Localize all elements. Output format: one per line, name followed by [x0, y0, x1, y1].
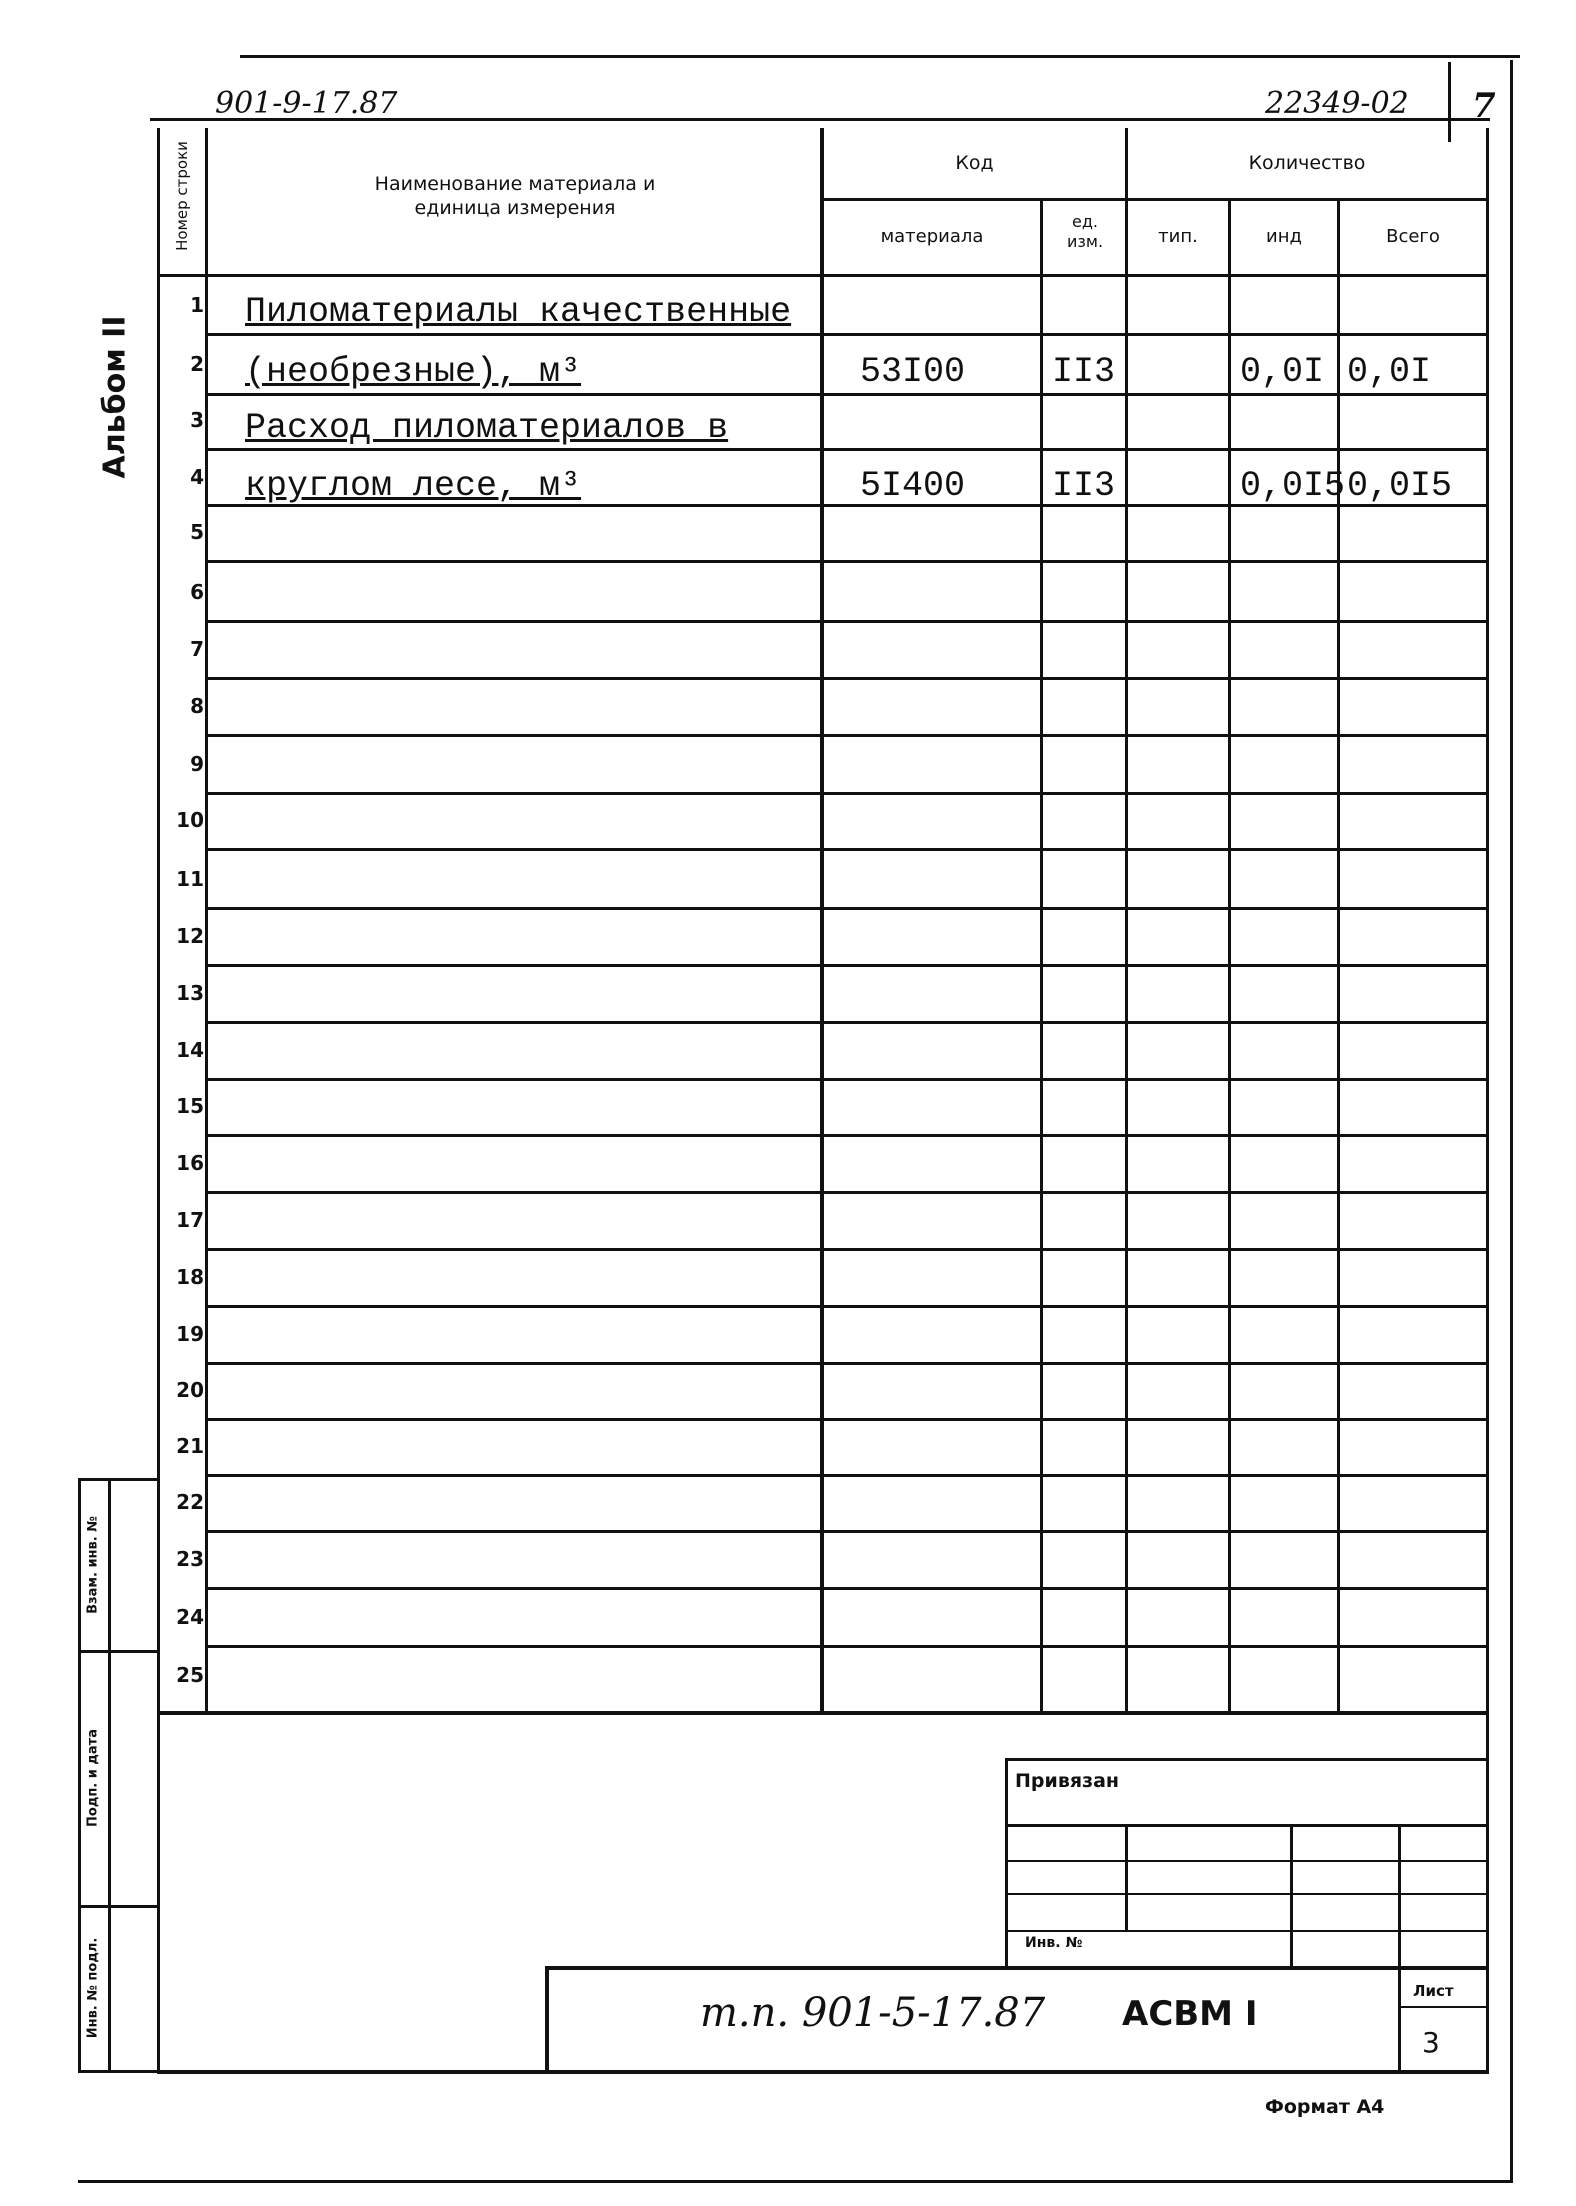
row-number: 20	[176, 1378, 204, 1402]
stamp-sep-2	[78, 1905, 160, 1908]
binding-col-2	[1290, 1824, 1293, 1968]
row-number: 17	[176, 1208, 204, 1232]
col-qty-group: Количество	[1248, 152, 1366, 174]
row-line-15	[205, 1134, 1489, 1137]
row-number: 7	[190, 637, 204, 661]
row-2-total: 0,0I	[1347, 352, 1432, 392]
title-mark: АСВМ I	[1122, 1994, 1258, 2034]
row-2-unit: II3	[1052, 352, 1116, 392]
row-number: 14	[176, 1038, 204, 1062]
row-number: 18	[176, 1265, 204, 1289]
row-line-18	[205, 1305, 1489, 1308]
col-name: Наименование материала и единица измерения	[374, 173, 656, 219]
row-number: 5	[190, 520, 204, 544]
row-line-11	[205, 907, 1489, 910]
col-qty-total: Всего	[1386, 226, 1440, 247]
row-line-17	[205, 1248, 1489, 1251]
row-number: 15	[176, 1094, 204, 1118]
row-3-name: Расход пиломатериалов в	[245, 408, 729, 448]
row-line-20	[205, 1418, 1489, 1421]
header-right-code: 22349-02	[1265, 86, 1409, 121]
binding-row-line-1	[1005, 1860, 1489, 1862]
row-4-ind: 0,0I5	[1240, 466, 1346, 506]
row-line-21	[205, 1474, 1489, 1477]
row-number: 23	[176, 1547, 204, 1571]
stamp-sep-1	[78, 1650, 160, 1653]
header-bottom-line	[157, 274, 1489, 277]
title-block-top	[545, 1966, 1489, 1970]
ind-divider	[1337, 200, 1340, 1713]
binding-top-line	[1005, 1758, 1489, 1761]
typ-divider	[1228, 200, 1231, 1713]
row-number: 24	[176, 1605, 204, 1629]
col-qty-typical: тип.	[1158, 226, 1198, 247]
stamp-vzam: Взам. инв. №	[85, 1516, 101, 1614]
title-doc-code: т.п. 901-5-17.87	[700, 1990, 1046, 2036]
row-line-9	[205, 792, 1489, 795]
binding-inv-label: Инв. №	[1025, 1935, 1083, 1951]
row-line-22	[205, 1530, 1489, 1533]
row-line-7	[205, 677, 1489, 680]
stamp-inv: Инв. № подл.	[85, 1937, 101, 2039]
top-scan-line	[240, 55, 1520, 58]
binding-label: Привязан	[1015, 1770, 1120, 1792]
title-block-left	[545, 1966, 549, 2072]
stamp-left-line	[78, 1478, 81, 2073]
row-line-16	[205, 1191, 1489, 1194]
row-number: 19	[176, 1322, 204, 1346]
row-number: 25	[176, 1663, 204, 1687]
unit-divider	[1040, 200, 1043, 1713]
row-line-6	[205, 620, 1489, 623]
col-code-unit: ед. изм.	[1066, 212, 1104, 251]
row-4-code: 5I400	[860, 466, 966, 506]
page-number-box-line	[1448, 62, 1451, 142]
format-label: Формат А4	[1265, 2096, 1385, 2118]
row-4-name: круглом лесе, м³	[245, 466, 582, 506]
row-number: 22	[176, 1490, 204, 1514]
header-left-code: 901-9-17.87	[215, 86, 398, 121]
row-number: 3	[190, 408, 204, 432]
row-number: 9	[190, 752, 204, 776]
row-line-3	[205, 448, 1489, 451]
sheet-label: Лист	[1413, 1982, 1454, 2000]
binding-header-line	[1005, 1824, 1489, 1827]
row-line-13	[205, 1021, 1489, 1024]
binding-col-1	[1125, 1824, 1128, 1930]
stamp-podp: Подп. и дата	[85, 1729, 101, 1827]
row-line-2	[205, 393, 1489, 396]
col-qty-individual: инд	[1266, 226, 1302, 247]
col-code-group: Код	[955, 152, 994, 174]
stamp-top-line	[78, 1478, 160, 1481]
row-number: 4	[190, 465, 204, 489]
frame-bottom-line	[78, 2180, 1513, 2183]
album-label: Альбом II	[97, 315, 133, 479]
lower-frame-bottom	[157, 2070, 1489, 2074]
row-line-5	[205, 560, 1489, 563]
row-number: 21	[176, 1434, 204, 1458]
row-4-unit: II3	[1052, 466, 1116, 506]
row-2-ind: 0,0I	[1240, 352, 1325, 392]
row-number: 12	[176, 924, 204, 948]
row-line-19	[205, 1362, 1489, 1365]
col-row-number: Номер строки	[173, 141, 191, 251]
row-4-total: 0,0I5	[1347, 466, 1453, 506]
row-1-name: Пиломатериалы качественные	[245, 292, 792, 332]
binding-row-line-3	[1005, 1930, 1489, 1932]
row-line-10	[205, 848, 1489, 851]
row-line-14	[205, 1078, 1489, 1081]
row-number: 8	[190, 694, 204, 718]
row-2-name: (необрезные), м³	[245, 352, 582, 392]
row-line-24	[205, 1645, 1489, 1648]
binding-left-line	[1005, 1758, 1008, 1968]
lower-frame-right	[1486, 1711, 1489, 2073]
frame-right-line	[1510, 60, 1513, 2182]
row-2-code: 53I00	[860, 352, 966, 392]
lower-frame-left	[157, 1711, 160, 2073]
page-number: 7	[1472, 86, 1496, 126]
stamp-inner-line	[108, 1478, 111, 2073]
stamp-bottom-line	[78, 2070, 160, 2073]
row-number: 6	[190, 580, 204, 604]
binding-col-3	[1398, 1824, 1401, 1968]
row-line-1	[205, 333, 1489, 336]
title-block-sheet-line	[1398, 2006, 1489, 2008]
row-number: 10	[176, 808, 204, 832]
table-bottom-line	[157, 1711, 1489, 1715]
header-sub-line	[820, 198, 1489, 201]
row-line-12	[205, 964, 1489, 967]
binding-row-line-2	[1005, 1893, 1489, 1895]
row-number: 2	[190, 352, 204, 376]
row-line-8	[205, 734, 1489, 737]
col-code-material: материала	[880, 226, 984, 247]
row-number: 11	[176, 867, 204, 891]
row-number: 16	[176, 1151, 204, 1175]
title-block-sheet-divider	[1398, 1966, 1401, 2072]
table-right-border	[1486, 128, 1489, 1718]
row-line-23	[205, 1587, 1489, 1590]
sheet-number: 3	[1422, 2026, 1440, 2059]
row-number: 13	[176, 981, 204, 1005]
row-number: 1	[190, 293, 204, 317]
